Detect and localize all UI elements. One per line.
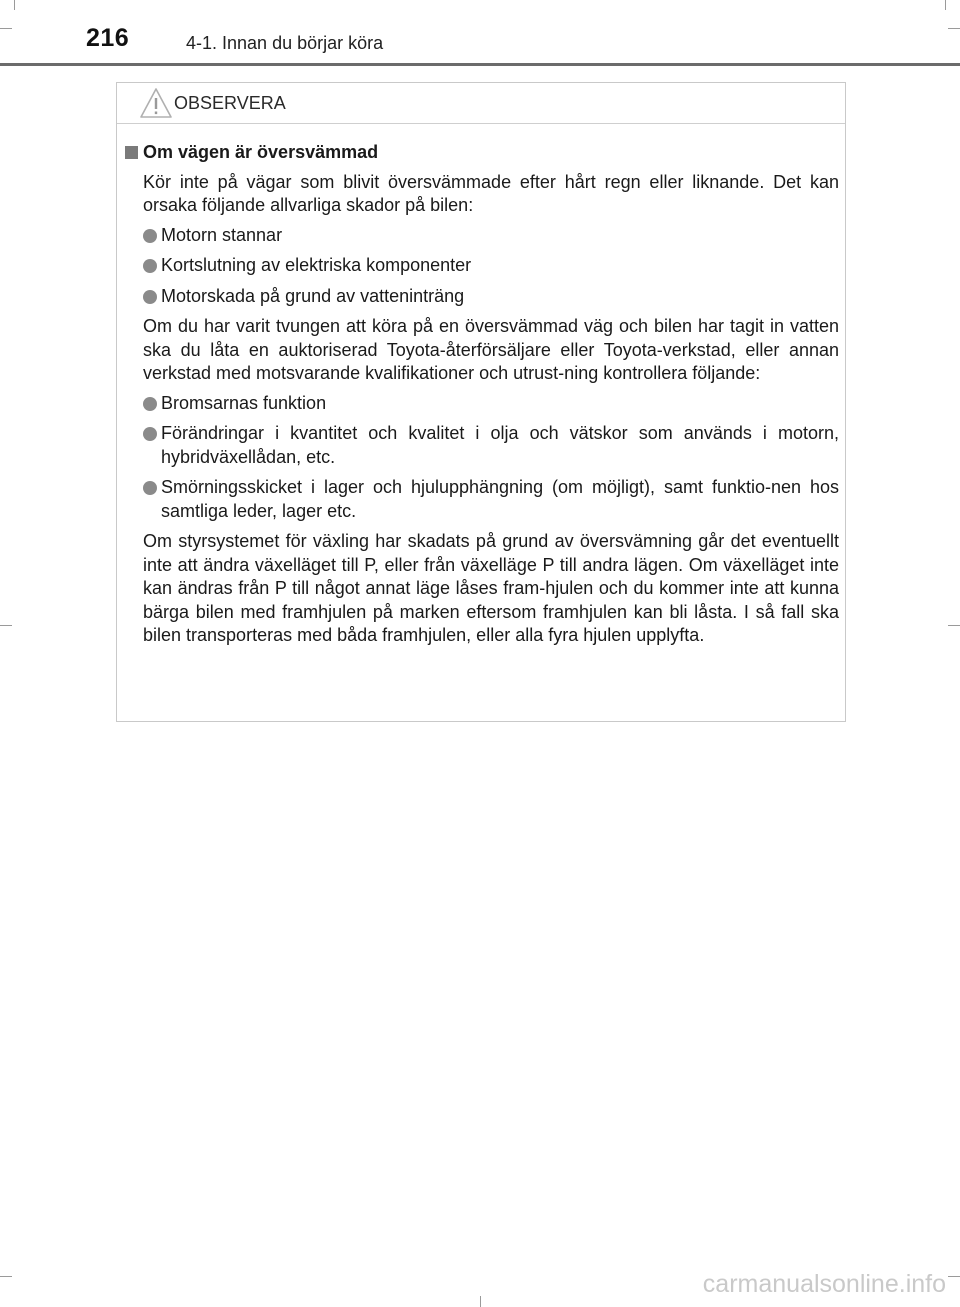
caution-header [117, 83, 845, 124]
intro-paragraph: Kör inte på vägar som blivit översvämmade efter hårt regn eller liknande. Det kan orsaka följande allvarliga skador på bilen: [143, 171, 839, 215]
square-bullet-icon [125, 146, 138, 159]
list-item-text: Kortslutning av elektriska komponenter [161, 255, 472, 275]
circle-bullet-icon [143, 229, 157, 243]
watermark: carmanualsonline.info [702, 1270, 946, 1298]
list-item [125, 392, 839, 416]
list-item-text: Smörningsskicket i lager och hjulupphängning (om möjligt), samt funktio-nen hos samtliga leder, lager etc. [161, 477, 839, 521]
list-item-text: Bromsarnas funktion [161, 392, 327, 413]
caution-box [116, 82, 846, 722]
list-item [125, 422, 839, 469]
list-item-text: Motorskada på grund av vatteninträng [161, 285, 465, 306]
section-title: 4-1. Innan du börjar köra [186, 33, 384, 53]
circle-bullet-icon [143, 427, 157, 441]
crop-mark [0, 1276, 12, 1277]
crop-mark [0, 625, 12, 626]
page-number: 216 [86, 24, 130, 52]
list-item-text: Motorn stannar [161, 224, 283, 245]
middle-paragraph: Om du har varit tvungen att köra på en översvämmad väg och bilen har tagit in vatten ska du låta en auktoriserad Toyota-återförsäljare eller Toyota-verkstad, eller annan verkstad med motsvarande kvalifikationer och utrust-ning kontrollera följande: [143, 316, 839, 383]
list-item [125, 254, 839, 278]
crop-mark [948, 625, 960, 626]
page-header [0, 0, 960, 70]
caution-heading-text: Om vägen är översvämmad [143, 142, 379, 162]
circle-bullet-icon [143, 290, 157, 304]
crop-mark [480, 1296, 481, 1307]
list-item [125, 476, 839, 523]
list-item [125, 285, 839, 309]
caution-label: OBSERVERA [174, 93, 286, 113]
crop-mark [948, 1276, 960, 1277]
circle-bullet-icon [143, 481, 157, 495]
warning-triangle-icon [139, 87, 173, 119]
list-item [125, 224, 839, 248]
list-item-text: Förändringar i kvantitet och kvalitet i olja och vätskor som används i motorn, hybridväxellådan, etc. [161, 423, 839, 467]
circle-bullet-icon [143, 259, 157, 273]
closing-paragraph: Om styrsystemet för växling har skadats på grund av översvämning går det eventuellt inte att ändra växelläget till P, eller från växelläge P till andra lägen. Om växelläget inte kan ändras från P till något annat läge låses fram-hjulen och du kommer inte att kunna bärga bilen med framhjulen på marken eftersom framhjulen kan bli låsta. I så fall ska bilen transporteras med båda framhjulen, eller alla fyra hjulen upplyfta. [143, 531, 839, 645]
caution-content [125, 141, 839, 654]
caution-heading [125, 141, 839, 165]
header-rule [0, 63, 960, 66]
circle-bullet-icon [143, 397, 157, 411]
